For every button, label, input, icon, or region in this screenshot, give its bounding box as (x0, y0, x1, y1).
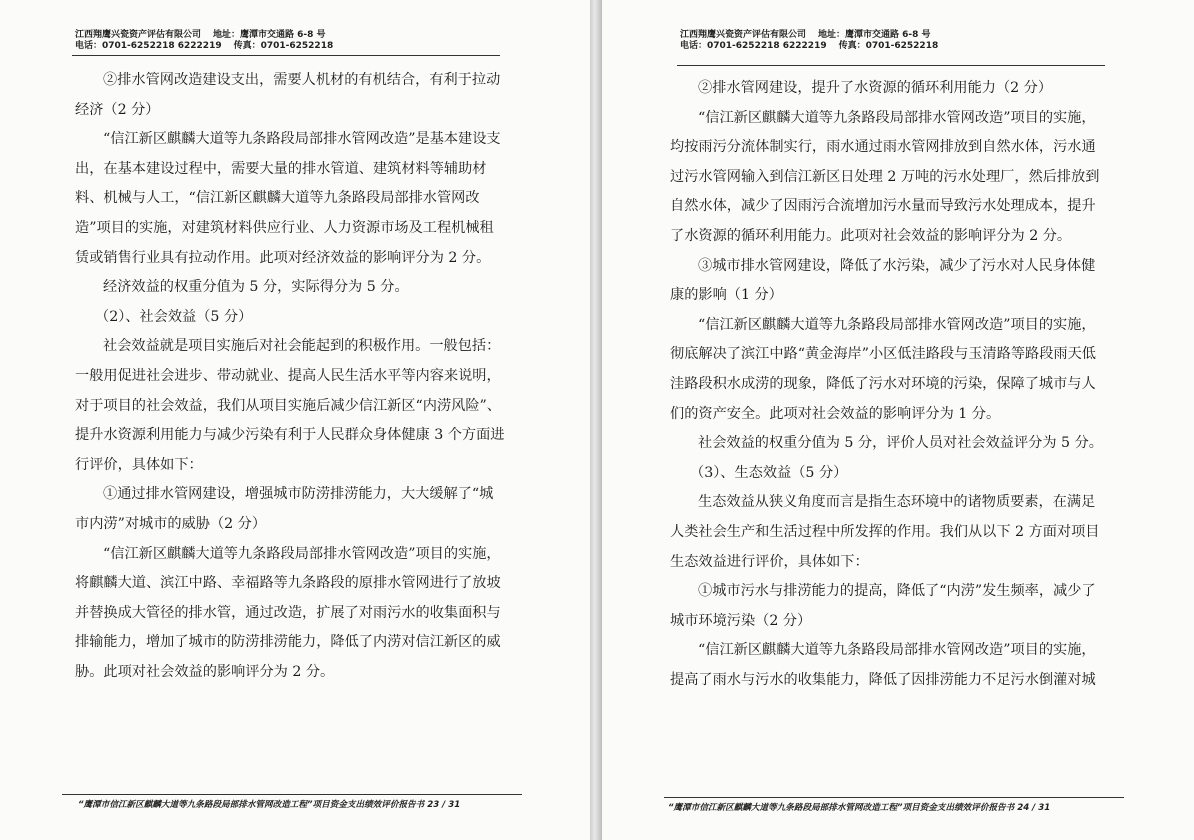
paragraph: “信江新区麒麟大道等九条路段局部排水管网改造”项目的实施，将麒麟大道、滨江中路、幸福路等九条路段的原排水管网进行了放坡并替换成大管径的排水管，通过改造，扩展了对雨污水的收集面积与排输能力，增加了城市的防涝排涝能力，降低了内涝对信江新区的威胁。此项对社会效益的影响评分为 2 分。 (75, 545, 501, 680)
header-rule (72, 55, 500, 56)
book-gutter (590, 0, 602, 840)
paragraph: “信江新区麒麟大道等九条路段局部排水管网改造”项目的实施，彻底解决了滨江中路“黄金海岸”小区低洼路段与玉清路等路段雨天低洼路段积水成涝的现象，降低了污水对环境的污染，保障了城市与人们的资产安全。此项对社会效益的影响评分为 1 分。 (670, 316, 1096, 422)
company-name: 江西翔鹰兴瓷资产评估有限公司 (75, 30, 202, 40)
company-fax: 传真：0701-6252218 (838, 41, 939, 51)
company-phone: 电话：0701-6252218 6222219 (75, 41, 222, 51)
paragraph: ③城市排水管网建设，降低了水污染，减少了污水对人民身体健康的影响（1 分） (670, 257, 1096, 304)
left-body (75, 66, 507, 687)
paragraph: ①通过排水管网建设，增强城市防涝排涝能力，大大缓解了“城市内涝”对城市的威胁（2 分） (75, 486, 494, 532)
footer-rule (62, 794, 522, 795)
company-name: 江西翔鹰兴瓷资产评估有限公司 (680, 30, 807, 40)
paragraph: ②排水管网建设，提升了水资源的循环利用能力（2 分） (698, 80, 1053, 96)
right-header (680, 30, 938, 52)
paragraph: “信江新区麒麟大道等九条路段局部排水管网改造”项目的实施，提高了雨水与污水的收集能力，降低了因排涝能力不足污水倒灌对城 (670, 642, 1096, 688)
company-address: 地址：鹰潭市交通路 6-8 号 (213, 30, 326, 40)
paragraph: 社会效益的权重分值为 5 分，评价人员对社会效益评分为 5 分。 (698, 435, 1103, 452)
right-page (602, 0, 1194, 840)
section-heading: （3）、生态效益（5 分） (690, 464, 848, 481)
company-address: 地址：鹰潭市交通路 6-8 号 (818, 30, 931, 40)
paragraph: “信江新区麒麟大道等九条路段局部排水管网改造”是基本建设支出，在基本建设过程中，需要大量的排水管道、建筑材料等辅助材料、机械与人工，“信江新区麒麟大道等九条路段局部排水管网改造”项目的实施，对建筑材料供应行业、人力资源市场及工程机械租赁或销售行业具有拉动作用。此项对经济效益的影响评分为 2 分。 (75, 131, 501, 266)
paragraph: ②排水管网改造建设支出，需要人机材的有机结合，有利于拉动经济（2 分） (75, 72, 501, 118)
company-phone: 电话：0701-6252218 6222219 (680, 41, 827, 51)
company-fax: 传真：0701-6252218 (233, 41, 334, 51)
left-footer: “鹰潭市信江新区麒麟大道等九条路段局部排水管网改造工程”项目资金支出绩效评价报告书 23 / 31 (78, 800, 461, 810)
section-heading: （2）、社会效益（5 分） (95, 308, 253, 325)
paragraph: 经济效益的权重分值为 5 分，实际得分为 5 分。 (103, 279, 409, 296)
left-page (0, 0, 590, 840)
paragraph: ①城市污水与排涝能力的提高，降低了“内涝”发生频率，减少了城市环境污染（2 分） (670, 583, 1096, 629)
right-body (670, 74, 1105, 695)
footer-rule (664, 797, 1124, 798)
left-header (75, 30, 333, 52)
header-rule (677, 65, 1105, 66)
paragraph: “信江新区麒麟大道等九条路段局部排水管网改造”项目的实施，均按雨污分流体制实行，雨水通过雨水管网排放到自然水体，污水通过污水管网输入到信江新区日处理 2 万吨的污水处理厂，然后排放到自然水体，减少了因雨污合流增加污水量而导致污水处理成本，提升了水资源的循环利用能力。此项对社会效益的影响评分为 2 分。 (670, 109, 1100, 244)
paragraph: 社会效益就是项目实施后对社会能起到的积极作用。一般包括：一般用促进社会进步、带动就业、提高人民生活水平等内容来说明，对于项目的社会效益，我们从项目实施后减少信江新区“内涝风险”、提升水资源利用能力与减少污染有利于人民群众身体健康 3 个方面进行评价，具体如下： (75, 338, 505, 473)
paragraph: 生态效益从狭义角度而言是指生态环境中的诸物质要素，在满足人类社会生产和生活过程中所发挥的作用。我们从以下 2 方面对项目生态效益进行评价，具体如下： (670, 494, 1100, 570)
right-footer: “鹰潭市信江新区麒麟大道等九条路段局部排水管网改造工程”项目资金支出绩效评价报告书 24 / 31 (668, 803, 1051, 813)
